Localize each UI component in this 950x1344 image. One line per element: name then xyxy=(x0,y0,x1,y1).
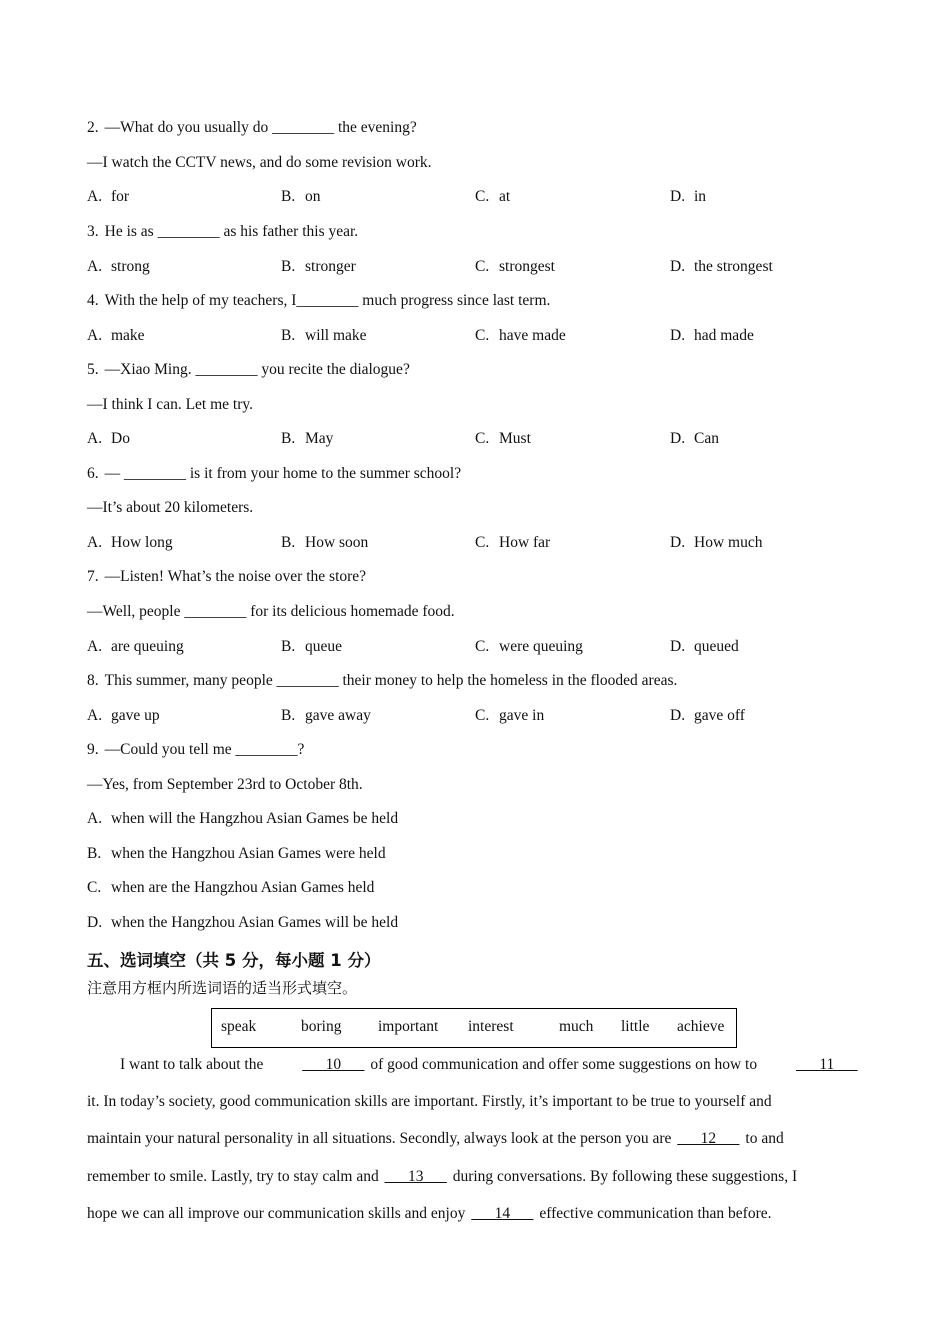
q4-option-c: C. have made xyxy=(475,327,566,344)
q9-option-d: D. when the Hangzhou Asian Games will be held xyxy=(87,914,399,931)
section-instruction: 注意用方框内所选词语的适当形式填空。 xyxy=(87,979,358,997)
q3-option-b: B. stronger xyxy=(281,258,356,275)
q4-option-a: A. make xyxy=(87,327,145,344)
q9-option-a: A. when will the Hangzhou Asian Games be held xyxy=(87,810,399,827)
q8-option-c: C. gave in xyxy=(475,707,545,724)
q4-option-d: D. had made xyxy=(670,327,754,344)
question-3-stem: 3. He is as ________ as his father this year. xyxy=(87,223,359,240)
question-9-reply: —Yes, from September 23rd to October 8th. xyxy=(87,776,363,793)
word-box-item: speak xyxy=(221,1018,257,1035)
q8-option-b: B. gave away xyxy=(281,707,371,724)
question-2-reply: —I watch the CCTV news, and do some revision work. xyxy=(87,154,432,171)
question-4-stem: 4. With the help of my teachers, I________ much progress since last term. xyxy=(87,292,551,309)
blank-11: ___11___ xyxy=(796,1056,858,1073)
word-box-item: little xyxy=(621,1018,650,1035)
q6-option-d: D. How much xyxy=(670,534,763,551)
blank-13: ___13___ xyxy=(384,1168,447,1185)
q6-option-b: B. How soon xyxy=(281,534,369,551)
passage-line-5: hope we can all improve our communication skills and enjoy ___14___ effective communication than before. xyxy=(87,1205,772,1222)
q2-option-d: D. in xyxy=(670,188,707,205)
passage-line-3: maintain your natural personality in all situations. Secondly, always look at the person you are ___12___ to and xyxy=(87,1130,784,1147)
q2-option-b: B. on xyxy=(281,188,321,205)
q2-option-a: A. for xyxy=(87,188,130,205)
question-6-stem: 6. — ________ is it from your home to the summer school? xyxy=(87,465,462,482)
question-9-stem: 9. —Could you tell me ________? xyxy=(87,741,305,758)
word-box-item: boring xyxy=(301,1018,342,1035)
q3-option-c: C. strongest xyxy=(475,258,555,275)
word-box-item: much xyxy=(559,1018,594,1035)
passage-line-2: it. In today’s society, good communication skills are important. Firstly, it’s important to be true to yourself and xyxy=(87,1093,772,1110)
q7-option-d: D. queued xyxy=(670,638,739,655)
word-box xyxy=(211,1008,737,1048)
word-box-item: achieve xyxy=(677,1018,725,1035)
q5-option-b: B. May xyxy=(281,430,334,447)
question-5-reply: —I think I can. Let me try. xyxy=(87,396,253,413)
blank-14: ___14___ xyxy=(471,1205,534,1222)
passage-line-1: I want to talk about the ___10___ of good communication and offer some suggestions on how to ___11___ xyxy=(120,1056,858,1073)
question-2-stem: 2. —What do you usually do ________ the evening? xyxy=(87,119,417,136)
q3-option-a: A. strong xyxy=(87,258,150,275)
q7-option-b: B. queue xyxy=(281,638,343,655)
q6-option-a: A. How long xyxy=(87,534,173,551)
question-8-stem: 8. This summer, many people ________ their money to help the homeless in the flooded areas. xyxy=(87,672,678,689)
question-7-reply: —Well, people ________ for its delicious homemade food. xyxy=(87,603,455,620)
word-box-item: important xyxy=(378,1018,439,1035)
q8-option-a: A. gave up xyxy=(87,707,160,724)
blank-12: ___12___ xyxy=(677,1130,740,1147)
section-heading: 五、选词填空（共 5 分，每小题 1 分） xyxy=(87,951,381,970)
q3-option-d: D. the strongest xyxy=(670,258,773,275)
q5-option-c: C. Must xyxy=(475,430,531,447)
question-5-stem: 5. —Xiao Ming. ________ you recite the dialogue? xyxy=(87,361,410,378)
q9-option-c: C. when are the Hangzhou Asian Games held xyxy=(87,879,375,896)
q8-option-d: D. gave off xyxy=(670,707,745,724)
q9-option-b: B. when the Hangzhou Asian Games were held xyxy=(87,845,386,862)
question-6-reply: —It’s about 20 kilometers. xyxy=(87,499,254,516)
q5-option-d: D. Can xyxy=(670,430,719,447)
q5-option-a: A. Do xyxy=(87,430,130,447)
q2-option-c: C. at xyxy=(475,188,511,205)
q7-option-a: A. are queuing xyxy=(87,638,184,655)
question-7-stem: 7. —Listen! What’s the noise over the store? xyxy=(87,568,367,585)
q4-option-b: B. will make xyxy=(281,327,367,344)
blank-10: ___10___ xyxy=(302,1056,365,1073)
q7-option-c: C. were queuing xyxy=(475,638,583,655)
word-box-item: interest xyxy=(468,1018,514,1035)
q6-option-c: C. How far xyxy=(475,534,551,551)
passage-line-4: remember to smile. Lastly, try to stay calm and ___13___ during conversations. By following these suggestions, I xyxy=(87,1168,798,1185)
